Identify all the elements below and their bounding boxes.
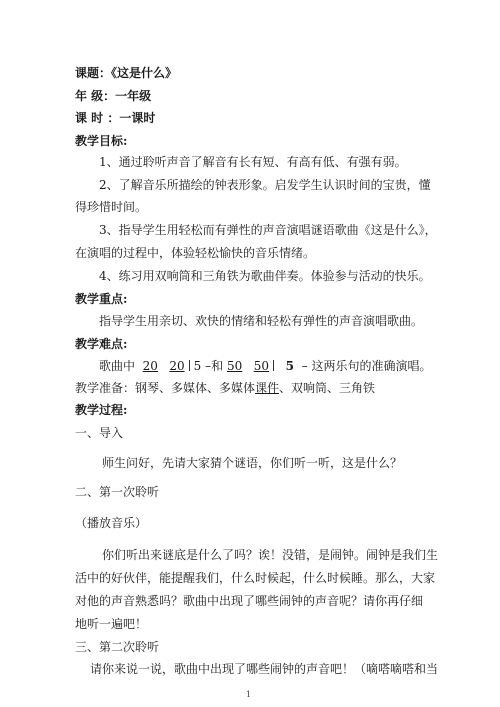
goal-item-4: 4、练习用双响筒和三角铁为歌曲伴奏。体验参与活动的快乐。 — [99, 269, 431, 283]
section-2-note: （播放音乐） — [75, 516, 148, 530]
note-group-3: 5 — [193, 359, 202, 373]
note-group-1: 20 — [142, 359, 158, 373]
note-group-4: 50 — [226, 359, 243, 373]
difficulty-prefix: 歌曲中 — [99, 359, 136, 373]
bar-line — [189, 360, 190, 371]
section-3-text: 请你来说一说，歌曲中出现了哪些闹钟的声音吧！（嘀嗒嘀嗒和当 — [90, 662, 439, 676]
prep-before: 教学准备：钢琴、多媒体、多媒体 — [75, 381, 256, 395]
section-3-title: 三、第二次聆听 — [75, 640, 160, 654]
dash-2: – — [301, 359, 308, 373]
difficulty-suffix: 这两乐句的准确演唱。 — [311, 359, 432, 373]
bar-line — [273, 360, 274, 371]
section-2-para-line-3: 对他的声音熟悉吗？歌曲中出现了哪些闹钟的声音呢？请你再仔细 — [75, 594, 424, 608]
goal-item-1: 1、通过聆听声音了解音有长有短、有高有低、有强有弱。 — [99, 155, 407, 169]
section-1-text: 师生问好，先请大家猜个谜语，你们听一听，这是什么？ — [102, 456, 403, 470]
period-line: 课 时 ：一课时 — [75, 111, 156, 125]
prep-courseware: 课件 — [255, 381, 280, 395]
key-points-heading: 教学重点: — [75, 292, 128, 306]
section-2-para-line-4: 地听一遍吧！ — [75, 617, 148, 631]
section-2-title: 二、第一次聆听 — [75, 485, 160, 499]
page-number: 1 — [246, 690, 252, 699]
section-2-para-line-1: 你们听出来谜底是什么了吗？诶！没错，是闹钟。闹钟是我们生 — [102, 548, 439, 562]
grade-line: 年 级：一年级 — [75, 89, 152, 103]
and-word: 和 — [211, 359, 224, 373]
goal-item-3-line-1: 3、指导学生用轻松而有弹性的声音演唱谜语歌曲《这是什么》， — [99, 223, 437, 237]
section-2-para-line-2: 活中的好伙伴，能提醒我们，什么时候起，什么时候睡。那么，大家 — [75, 571, 436, 585]
section-1-title: 一、导入 — [75, 426, 124, 440]
difficulty-text — [99, 359, 459, 373]
difficulty-heading: 教学难点: — [75, 337, 128, 351]
goal-item-2-line-2: 得珍惜时间。 — [75, 200, 148, 214]
goal-item-2-line-1: 2、了解音乐所描绘的钟表形象。启发学生认识时间的宝贵，懂 — [99, 178, 431, 192]
dash-1: – — [205, 359, 212, 373]
goals-heading: 教学目标: — [75, 134, 128, 148]
goal-item-3-line-2: 在演唱的过程中，体验轻松愉快的音乐情绪。 — [75, 246, 316, 260]
key-points-text: 指导学生用亲切、欢快的情绪和轻松有弹性的声音演唱歌曲。 — [99, 314, 424, 328]
lesson-title: 课题：《这是什么》 — [75, 66, 178, 80]
prep-line — [75, 381, 435, 395]
note-group-5: 50 — [253, 359, 269, 373]
process-heading: 教学过程: — [75, 403, 128, 417]
note-group-6: 5 — [285, 359, 294, 373]
note-group-2: 20 — [169, 359, 185, 373]
prep-after: 、双响筒、三角铁 — [279, 381, 376, 395]
